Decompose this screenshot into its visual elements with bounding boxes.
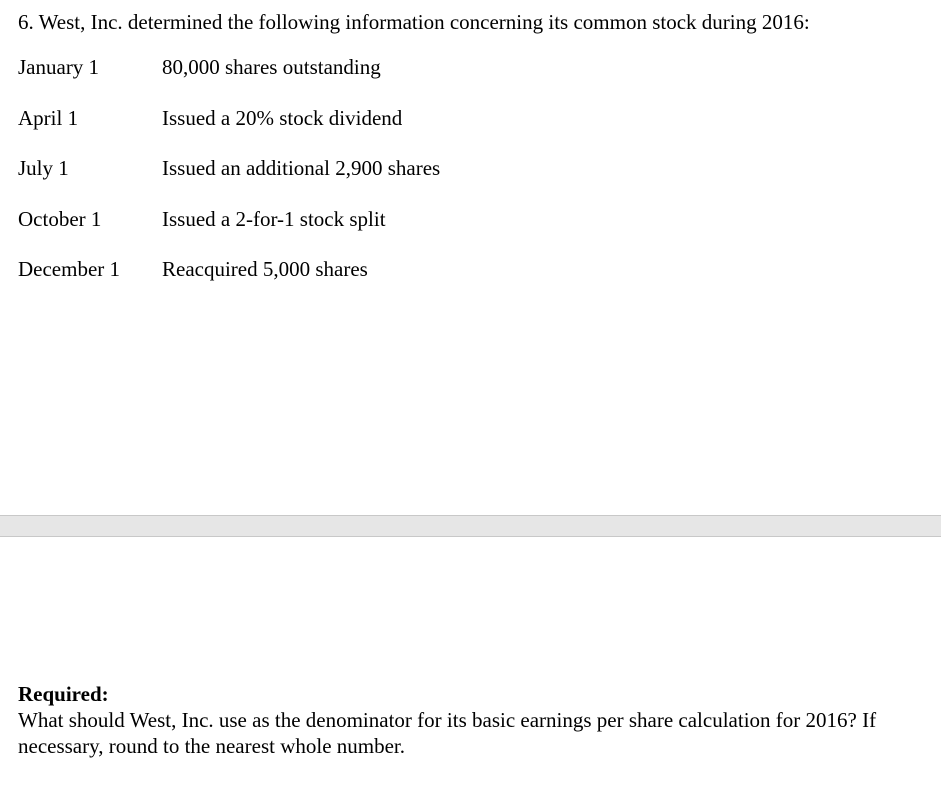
event-date: April 1 xyxy=(18,106,79,130)
event-description: Issued a 20% stock dividend xyxy=(162,106,403,130)
event-date: December 1 xyxy=(18,257,121,281)
event-description: Issued an additional 2,900 shares xyxy=(162,156,441,180)
event-date: July 1 xyxy=(18,156,69,180)
section-divider xyxy=(0,515,941,537)
required-heading: Required: xyxy=(18,682,109,706)
event-date: January 1 xyxy=(18,55,100,79)
event-description: 80,000 shares outstanding xyxy=(162,55,381,79)
required-question-text: What should West, Inc. use as the denominator for its basic earnings per share calculation for 2016? If necessary, round to the nearest whole number. xyxy=(18,708,877,758)
event-date: October 1 xyxy=(18,207,102,231)
question-title: 6. West, Inc. determined the following information concerning its common stock during 2016: xyxy=(18,10,810,34)
event-description: Reacquired 5,000 shares xyxy=(162,257,368,281)
event-description: Issued a 2-for-1 stock split xyxy=(162,207,386,231)
